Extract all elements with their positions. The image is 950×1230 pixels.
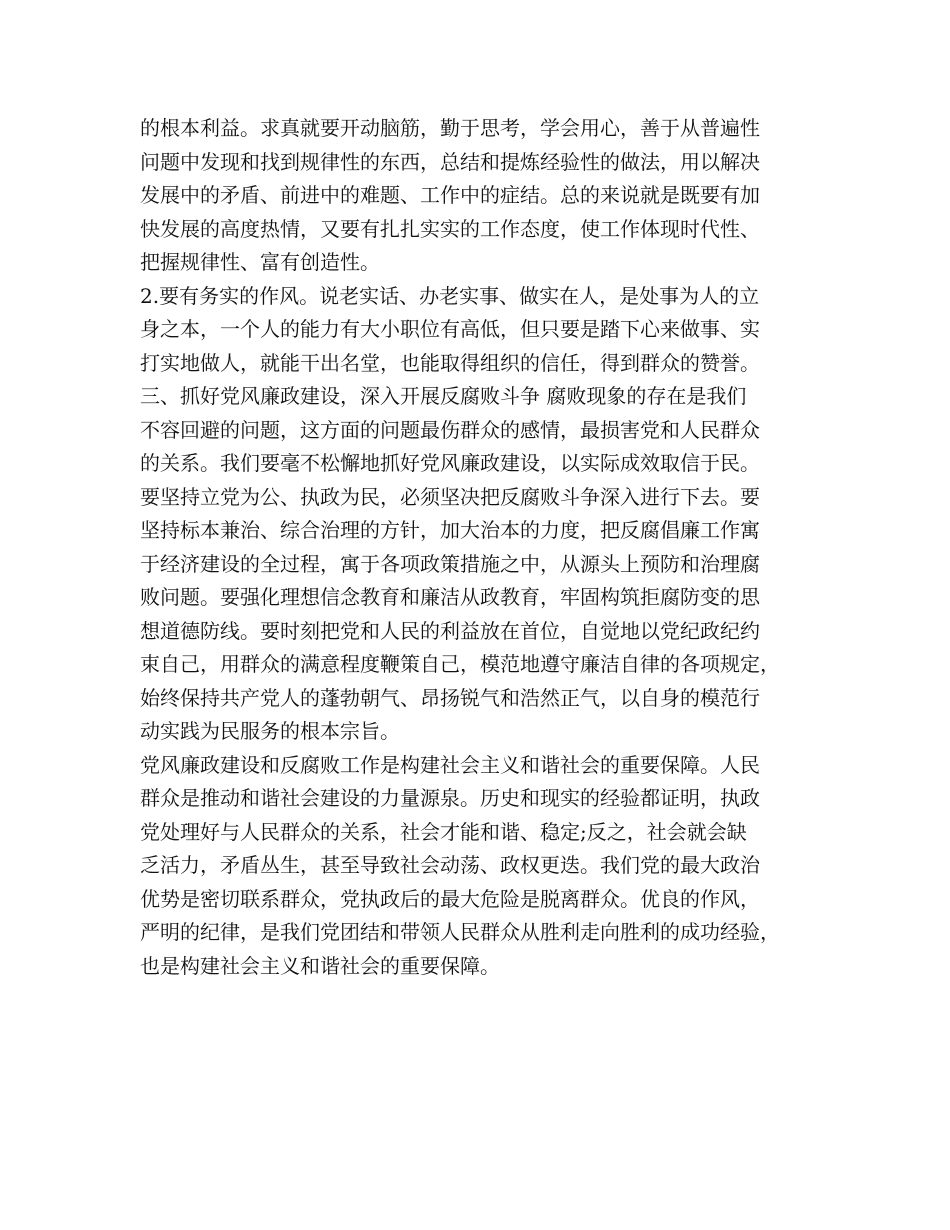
text-line: 党风廉政建设和反腐败工作是构建社会主义和谐社会的重要保障。人民 — [140, 752, 760, 777]
text-line: 身之本，一个人的能力有大小职位有高低，但只要是踏下心来做事、实 — [140, 317, 760, 341]
text-line: 优势是密切联系群众，党执政后的最大危险是脱离群众。优良的作风， — [140, 886, 760, 911]
text-line: 的根本利益。求真就要开动脑筋，勤于思考，学会用心，善于从普遍性 — [140, 116, 760, 140]
text-line: 2.要有务实的作风。说老实话、办老实事、做实在人，是处事为人的立 — [140, 283, 760, 308]
text-line: 坚持标本兼治、综合治理的方针，加大治本的力度，把反腐倡廉工作寓 — [140, 518, 760, 542]
text-line: 也是构建社会主义和谐社会的重要保障。 — [140, 953, 500, 978]
text-line: 严明的纪律，是我们党团结和带领人民群众从胜利走向胜利的成功经验， — [140, 920, 780, 944]
text-line: 快发展的高度热情，又要有扎扎实实的工作态度，使工作体现时代性、 — [140, 216, 760, 241]
text-line: 想道德防线。要时刻把党和人民的利益放在首位，自觉地以党纪政纪约 — [140, 618, 760, 643]
document-body — [140, 112, 830, 983]
text-line: 不容回避的问题，这方面的问题最伤群众的感情，最损害党和人民群众 — [140, 417, 760, 442]
text-line: 问题中发现和找到规律性的东西，总结和提炼经验性的做法，用以解决 — [140, 149, 760, 174]
text-line: 动实践为民服务的根本宗旨。 — [140, 719, 400, 743]
text-line: 束自己，用群众的满意程度鞭策自己，模范地遵守廉洁自律的各项规定， — [140, 652, 780, 676]
text-line: 把握规律性、富有创造性。 — [140, 250, 380, 274]
text-line: 发展中的矛盾、前进中的难题、工作中的症结。总的来说就是既要有加 — [140, 183, 760, 207]
text-line: 败问题。要强化理想信念教育和廉洁从政教育，牢固构筑拒腐防变的思 — [140, 585, 760, 609]
text-line: 群众是推动和谐社会建设的力量源泉。历史和现实的经验都证明，执政 — [140, 786, 760, 810]
text-line: 乏活力，矛盾丛生，甚至导致社会动荡、政权更迭。我们党的最大政治 — [140, 853, 760, 877]
text-line: 打实地做人，就能干出名堂，也能取得组织的信任，得到群众的赞誉。 — [140, 350, 760, 375]
text-line: 要坚持立党为公、执政为民，必须坚决把反腐败斗争深入进行下去。要 — [140, 484, 760, 509]
text-line: 于经济建设的全过程，寓于各项政策措施之中，从源头上预防和治理腐 — [140, 551, 760, 576]
text-line: 的关系。我们要毫不松懈地抓好党风廉政建设，以实际成效取信于民。 — [140, 451, 760, 475]
text-line: 党处理好与人民群众的关系，社会才能和谐、稳定;反之，社会就会缺 — [140, 819, 747, 844]
text-line: 始终保持共产党人的蓬勃朝气、昂扬锐气和浩然正气，以自身的模范行 — [140, 685, 760, 710]
text-line: 三、抓好党风廉政建设，深入开展反腐败斗争 腐败现象的存在是我们 — [140, 384, 747, 408]
